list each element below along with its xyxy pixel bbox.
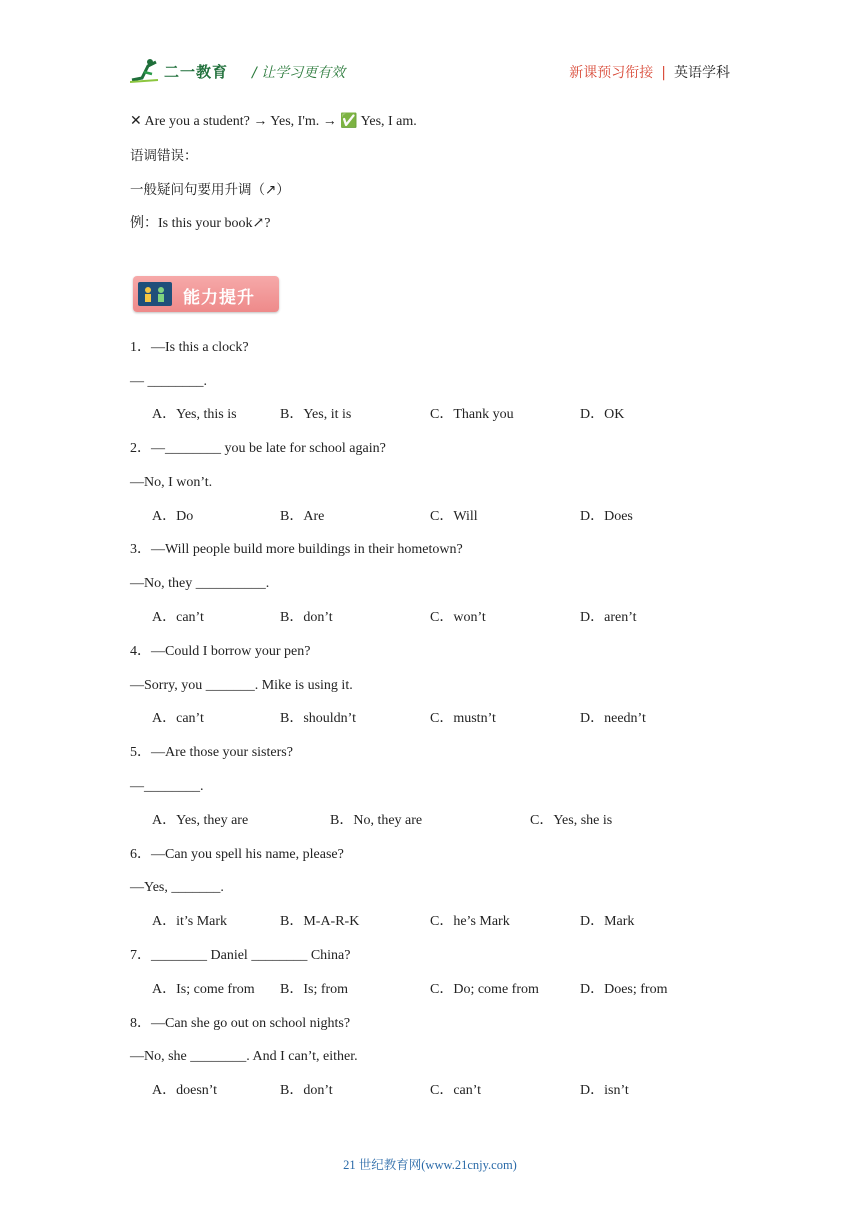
question-reply: —No, I won’t. (130, 475, 213, 490)
option: B．Yes, it is (280, 407, 352, 422)
option: C．Will (430, 509, 478, 524)
option: C．can’t (430, 1083, 482, 1098)
page-footer: 21 世纪教育网(www.21cnjy.com) (343, 1158, 517, 1172)
option: C．Do; come from (430, 982, 539, 997)
option: A．Is; come from (152, 982, 255, 997)
option: C．won’t (430, 610, 486, 625)
option: A．doesn’t (152, 1083, 218, 1098)
question-reply: —________. (130, 779, 204, 794)
header-course: 新课预习衔接 (569, 65, 654, 81)
question-reply: —No, she ________. And I can’t, either. (130, 1049, 358, 1064)
question-stem: 2．—________ you be late for school again? (130, 441, 386, 456)
option: B．M-A-R-K (280, 914, 360, 929)
header-right (569, 62, 730, 82)
option: A．Yes, this is (152, 407, 237, 422)
header-subject: 英语学科 (674, 65, 730, 81)
option: D．OK (580, 407, 625, 422)
runner-logo-icon (130, 58, 160, 84)
question-reply: —No, they __________. (130, 576, 270, 591)
option: B．Is; from (280, 982, 349, 997)
option: A．Yes, they are (152, 813, 249, 828)
option: C．he’s Mark (430, 914, 510, 929)
page-header (130, 54, 730, 90)
question-stem: 3．—Will people build more buildings in their hometown? (130, 542, 463, 557)
section-badge (133, 276, 279, 312)
question-reply: —Sorry, you _______. Mike is using it. (130, 678, 353, 693)
option: B．don’t (280, 1083, 333, 1098)
option: D．Does; from (580, 982, 668, 997)
option: B．Are (280, 509, 325, 524)
option: D．aren’t (580, 610, 637, 625)
question-stem: 7．________ Daniel ________ China? (130, 948, 351, 963)
option: D．needn’t (580, 711, 646, 726)
option: D．Mark (580, 914, 635, 929)
option: D．Does (580, 509, 633, 524)
slogan: / 让学习更有效 (252, 65, 346, 81)
question-stem: 1．—Is this a clock? (130, 340, 249, 355)
option: C．Yes, she is (530, 813, 613, 828)
question-stem: 6．—Can you spell his name, please? (130, 847, 344, 862)
option: B．don’t (280, 610, 333, 625)
question-reply: —Yes, _______. (130, 880, 224, 895)
option: A．it’s Mark (152, 914, 228, 929)
option: D．isn’t (580, 1083, 629, 1098)
question-reply: — ________. (130, 374, 207, 389)
option: A．can’t (152, 711, 204, 726)
question-stem: 5．—Are those your sisters? (130, 745, 293, 760)
note-line: ✕ Are you a student? → Yes, I'm. → ✅ Yes, I am. (130, 114, 417, 129)
option: B．shouldn’t (280, 711, 356, 726)
people-icon (138, 282, 172, 306)
option: A．Do (152, 509, 194, 524)
option: A．can’t (152, 610, 204, 625)
note-line: 一般疑问句要用升调（↗） (130, 182, 290, 198)
question-stem: 4．—Could I borrow your pen? (130, 644, 311, 659)
question-stem: 8．—Can she go out on school nights? (130, 1016, 351, 1031)
note-line: 例：Is this your book↗? (130, 216, 271, 231)
logo-text: 二一教育 (164, 62, 229, 81)
option: C．mustn’t (430, 711, 496, 726)
logo (130, 58, 228, 84)
option: C．Thank you (430, 407, 514, 422)
header-separator: | (661, 65, 666, 81)
section-title: 能力提升 (183, 288, 255, 308)
note-line: 语调错误： (130, 148, 198, 164)
option: B．No, they are (330, 813, 423, 828)
